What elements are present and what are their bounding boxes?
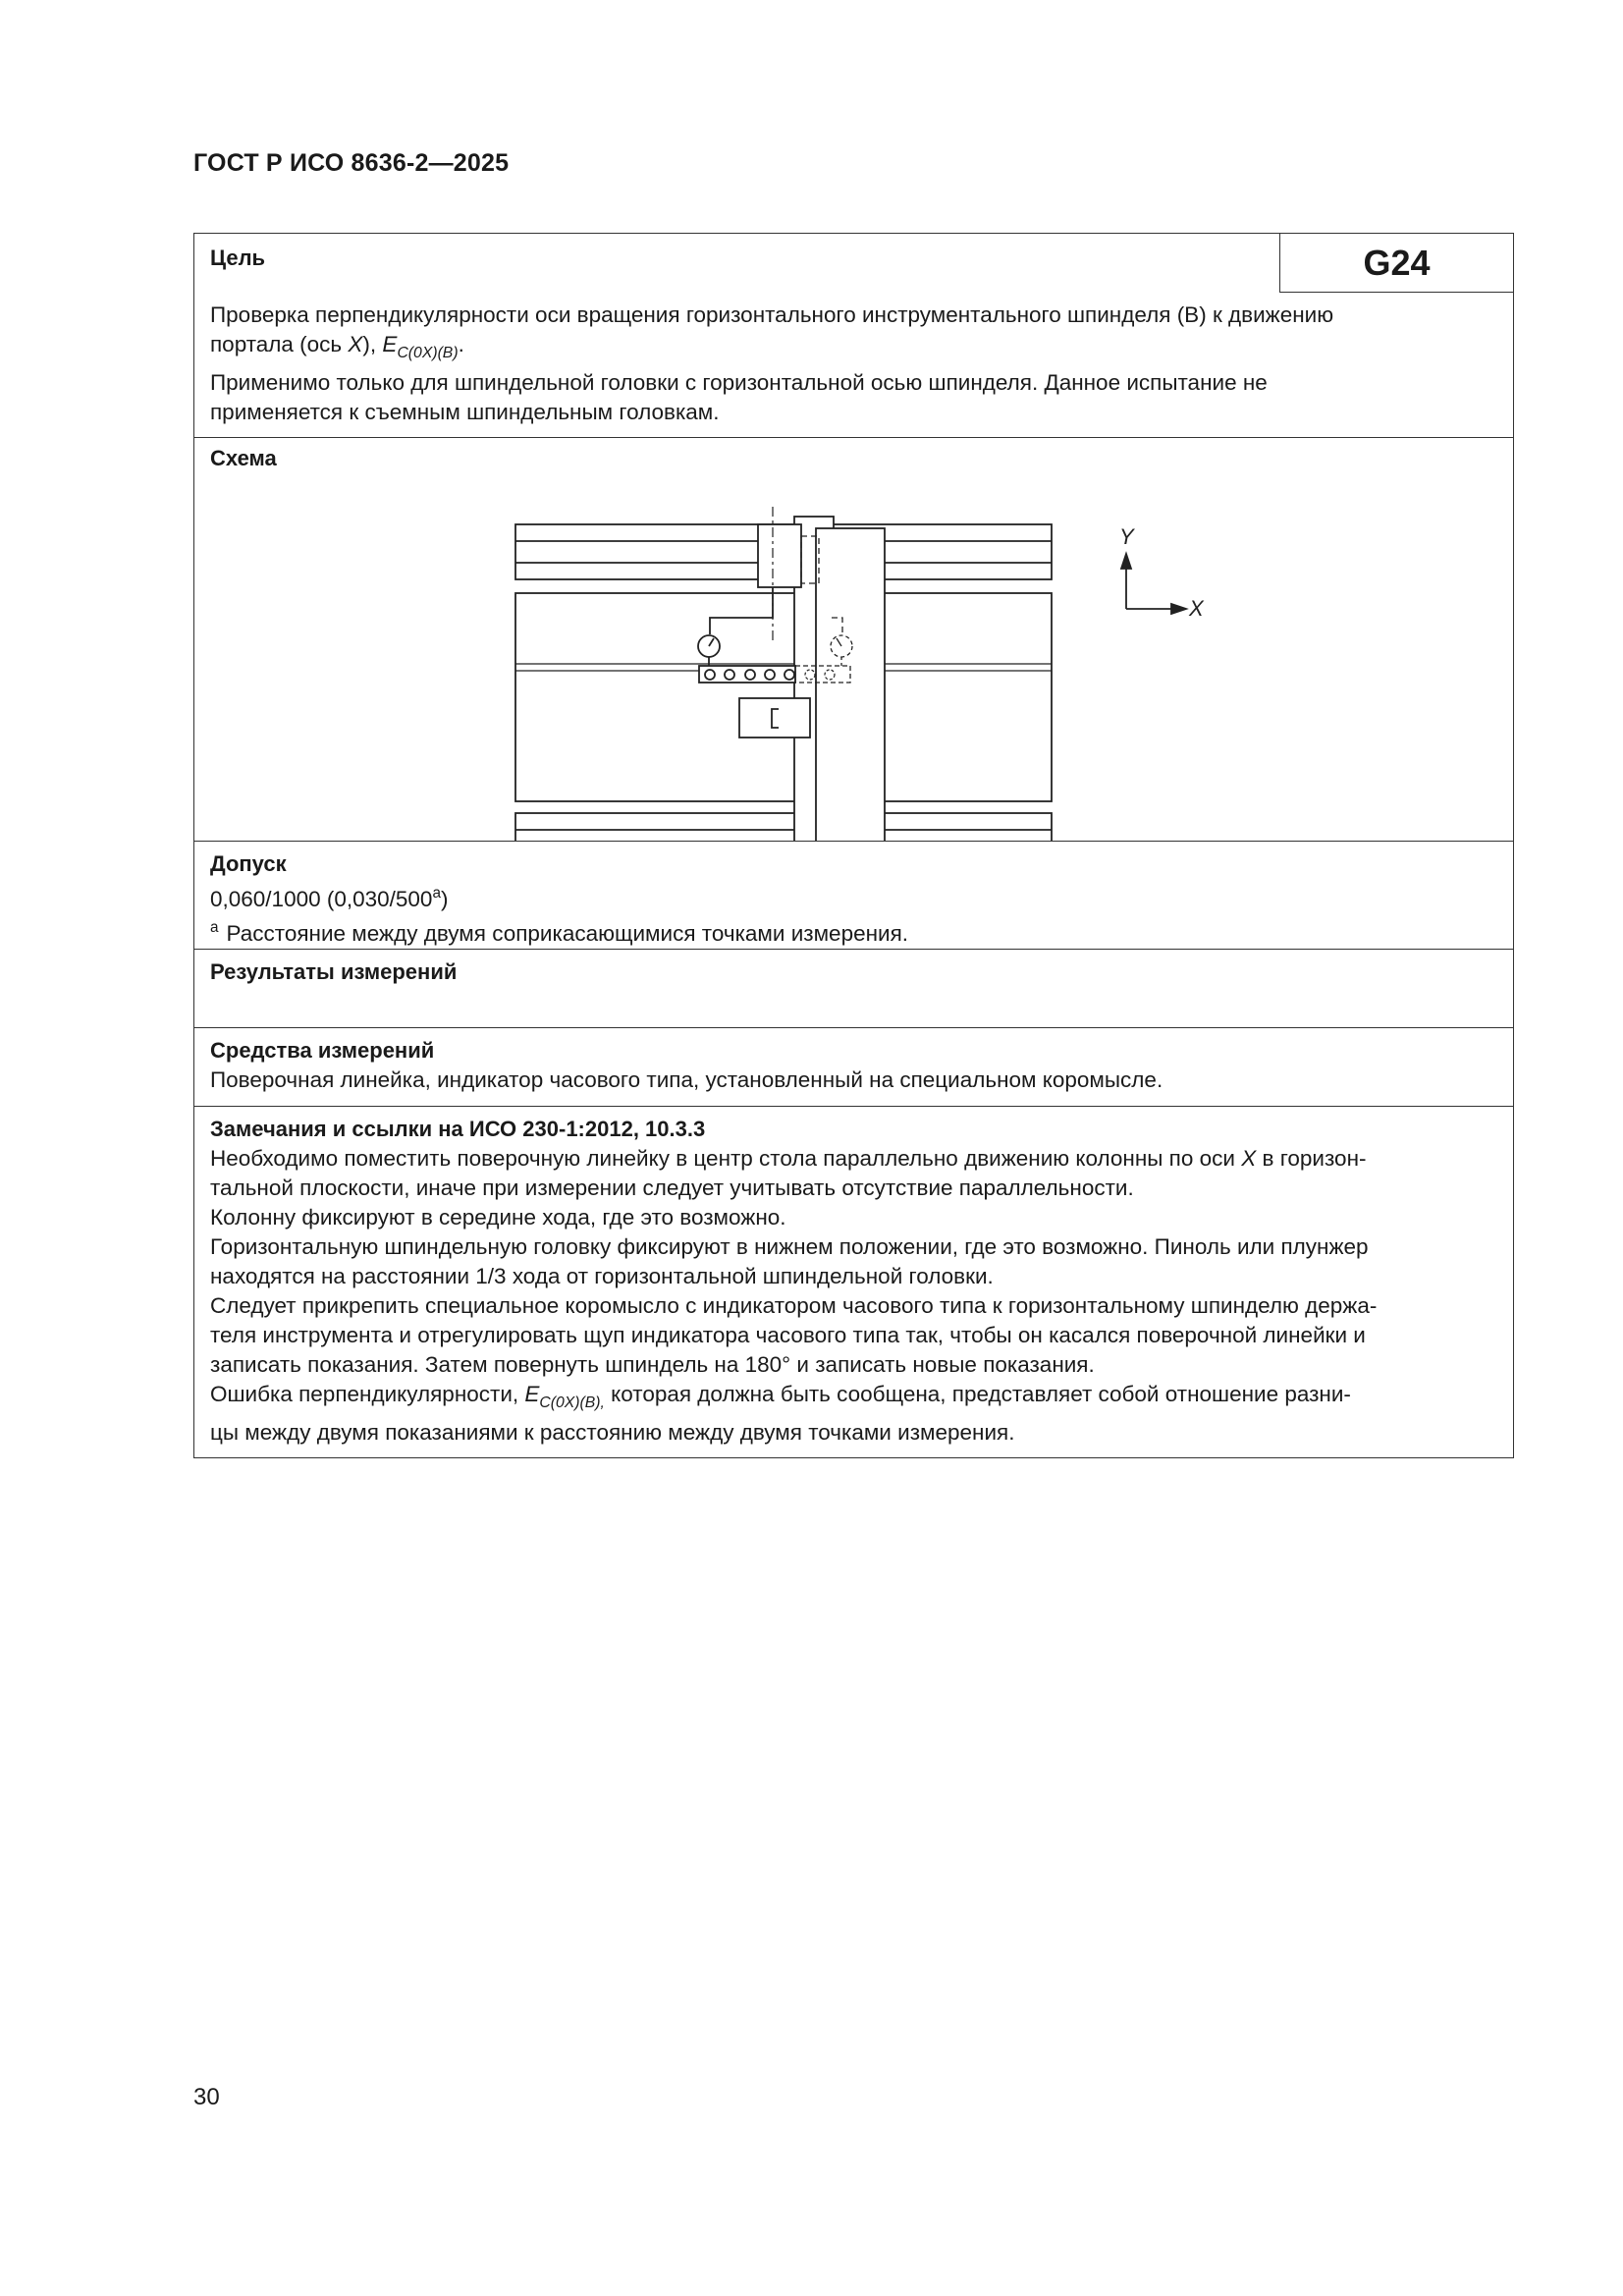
remarks-line-9-text: Ошибка перпендикулярности, (210, 1382, 525, 1406)
remarks-error-subscript: C(0X)(B), (539, 1394, 605, 1411)
purpose-error-symbol: E (382, 332, 398, 356)
purpose-axis: X (348, 332, 363, 356)
instruments-text: Поверочная линейка, индикатор часового типа, установленный на специальном коромысле. (210, 1067, 1163, 1092)
remarks-line-9 (210, 1380, 1499, 1418)
remarks-line-2: тальной плоскости, иначе при измерении следует учитывать отсутствие параллельности. (210, 1175, 1134, 1200)
tolerance-title: Допуск (210, 851, 287, 876)
purpose-line-4: применяется к съемным шпиндельным головкам. (210, 400, 720, 424)
remarks-line-3: Колонну фиксируют в середине хода, где это возможно. (210, 1205, 786, 1230)
axis-x-label: X (1189, 596, 1204, 621)
remarks-line-1 (210, 1144, 1499, 1174)
bottom-rail (515, 813, 1052, 842)
remarks-line-6: Следует прикрепить специальное коромысло с индикатором часового типа к горизонтальному шпинделю держа- (210, 1293, 1378, 1318)
results-row (194, 949, 1513, 1027)
remarks-title: Замечания и ссылки на ИСО 230-1:2012, 10.3.3 (210, 1117, 706, 1141)
remarks-line-9-end: которая должна быть сообщена, представляет собой отношение разни- (604, 1382, 1351, 1406)
tolerance-value-close: ) (440, 887, 449, 911)
remarks-line-7: теля инструмента и отрегулировать щуп индикатора часового типа так, чтобы он касался поверочной линейки и (210, 1323, 1366, 1347)
tolerance-value-text: 0,060/1000 (0,030/500 (210, 887, 433, 911)
test-sheet (193, 233, 1514, 1458)
tolerance-row (194, 841, 1513, 949)
remarks-line-1-end: в горизон- (1256, 1146, 1367, 1171)
purpose-body (194, 293, 1513, 437)
footnote-mark: a (210, 919, 219, 936)
instruments-row (194, 1027, 1513, 1106)
remarks-axis: X (1241, 1146, 1257, 1171)
test-code: G24 (1279, 234, 1513, 293)
remarks-line-5: находятся на расстоянии 1/3 хода от горизонтальной шпиндельной головки. (210, 1264, 994, 1288)
remarks-line-8: записать показания. Затем повернуть шпиндель на 180° и записать новые показания. (210, 1352, 1095, 1377)
scheme-row (194, 437, 1513, 841)
remarks-line-10: цы между двумя показаниями к расстоянию между двумя точками измерения. (210, 1420, 1015, 1445)
remarks-error-symbol: E (524, 1382, 540, 1406)
purpose-error-subscript: C(0X)(B) (397, 345, 459, 361)
purpose-line-2 (210, 330, 1499, 368)
results-title: Результаты измерений (210, 959, 458, 984)
purpose-line-2-text: портала (ось (210, 332, 349, 356)
purpose-line-3: Применимо только для шпиндельной головки с горизонтальной осью шпинделя. Данное испытание не (210, 370, 1268, 395)
clamp-block (739, 698, 810, 738)
axis-y-label: Y (1119, 524, 1134, 549)
remarks-line-4: Горизонтальную шпиндельную головку фиксируют в нижнем положении, где это возможно. Пиноль или плунжер (210, 1234, 1369, 1259)
tolerance-value (210, 879, 1499, 914)
machine-table (515, 593, 1052, 801)
page-number: 30 (193, 2084, 220, 2110)
purpose-line-2-end: . (458, 332, 464, 356)
document-header: ГОСТ Р ИСО 8636-2—2025 (193, 149, 510, 177)
purpose-line-1: Проверка перпендикулярности оси вращения горизонтального инструментального шпинделя (B) к движению (210, 302, 1334, 327)
footnote-text: Расстояние между двумя соприкасающимися точками измерения. (226, 921, 909, 946)
purpose-header-row (194, 234, 1513, 293)
remarks-row (194, 1106, 1513, 1457)
purpose-line-2-text-b: ), (362, 332, 383, 356)
tolerance-footnote-ref: a (432, 885, 441, 902)
scheme-title: Схема (210, 446, 277, 470)
tolerance-footnote (210, 914, 1499, 948)
remarks-line-1-text: Необходимо поместить поверочную линейку в центр стола параллельно движению колонны по оси (210, 1146, 1242, 1171)
purpose-title: Цель (210, 246, 266, 270)
scheme-diagram (194, 438, 1512, 842)
instruments-title: Средства измерений (210, 1038, 435, 1063)
axis-indicator (1121, 554, 1186, 614)
